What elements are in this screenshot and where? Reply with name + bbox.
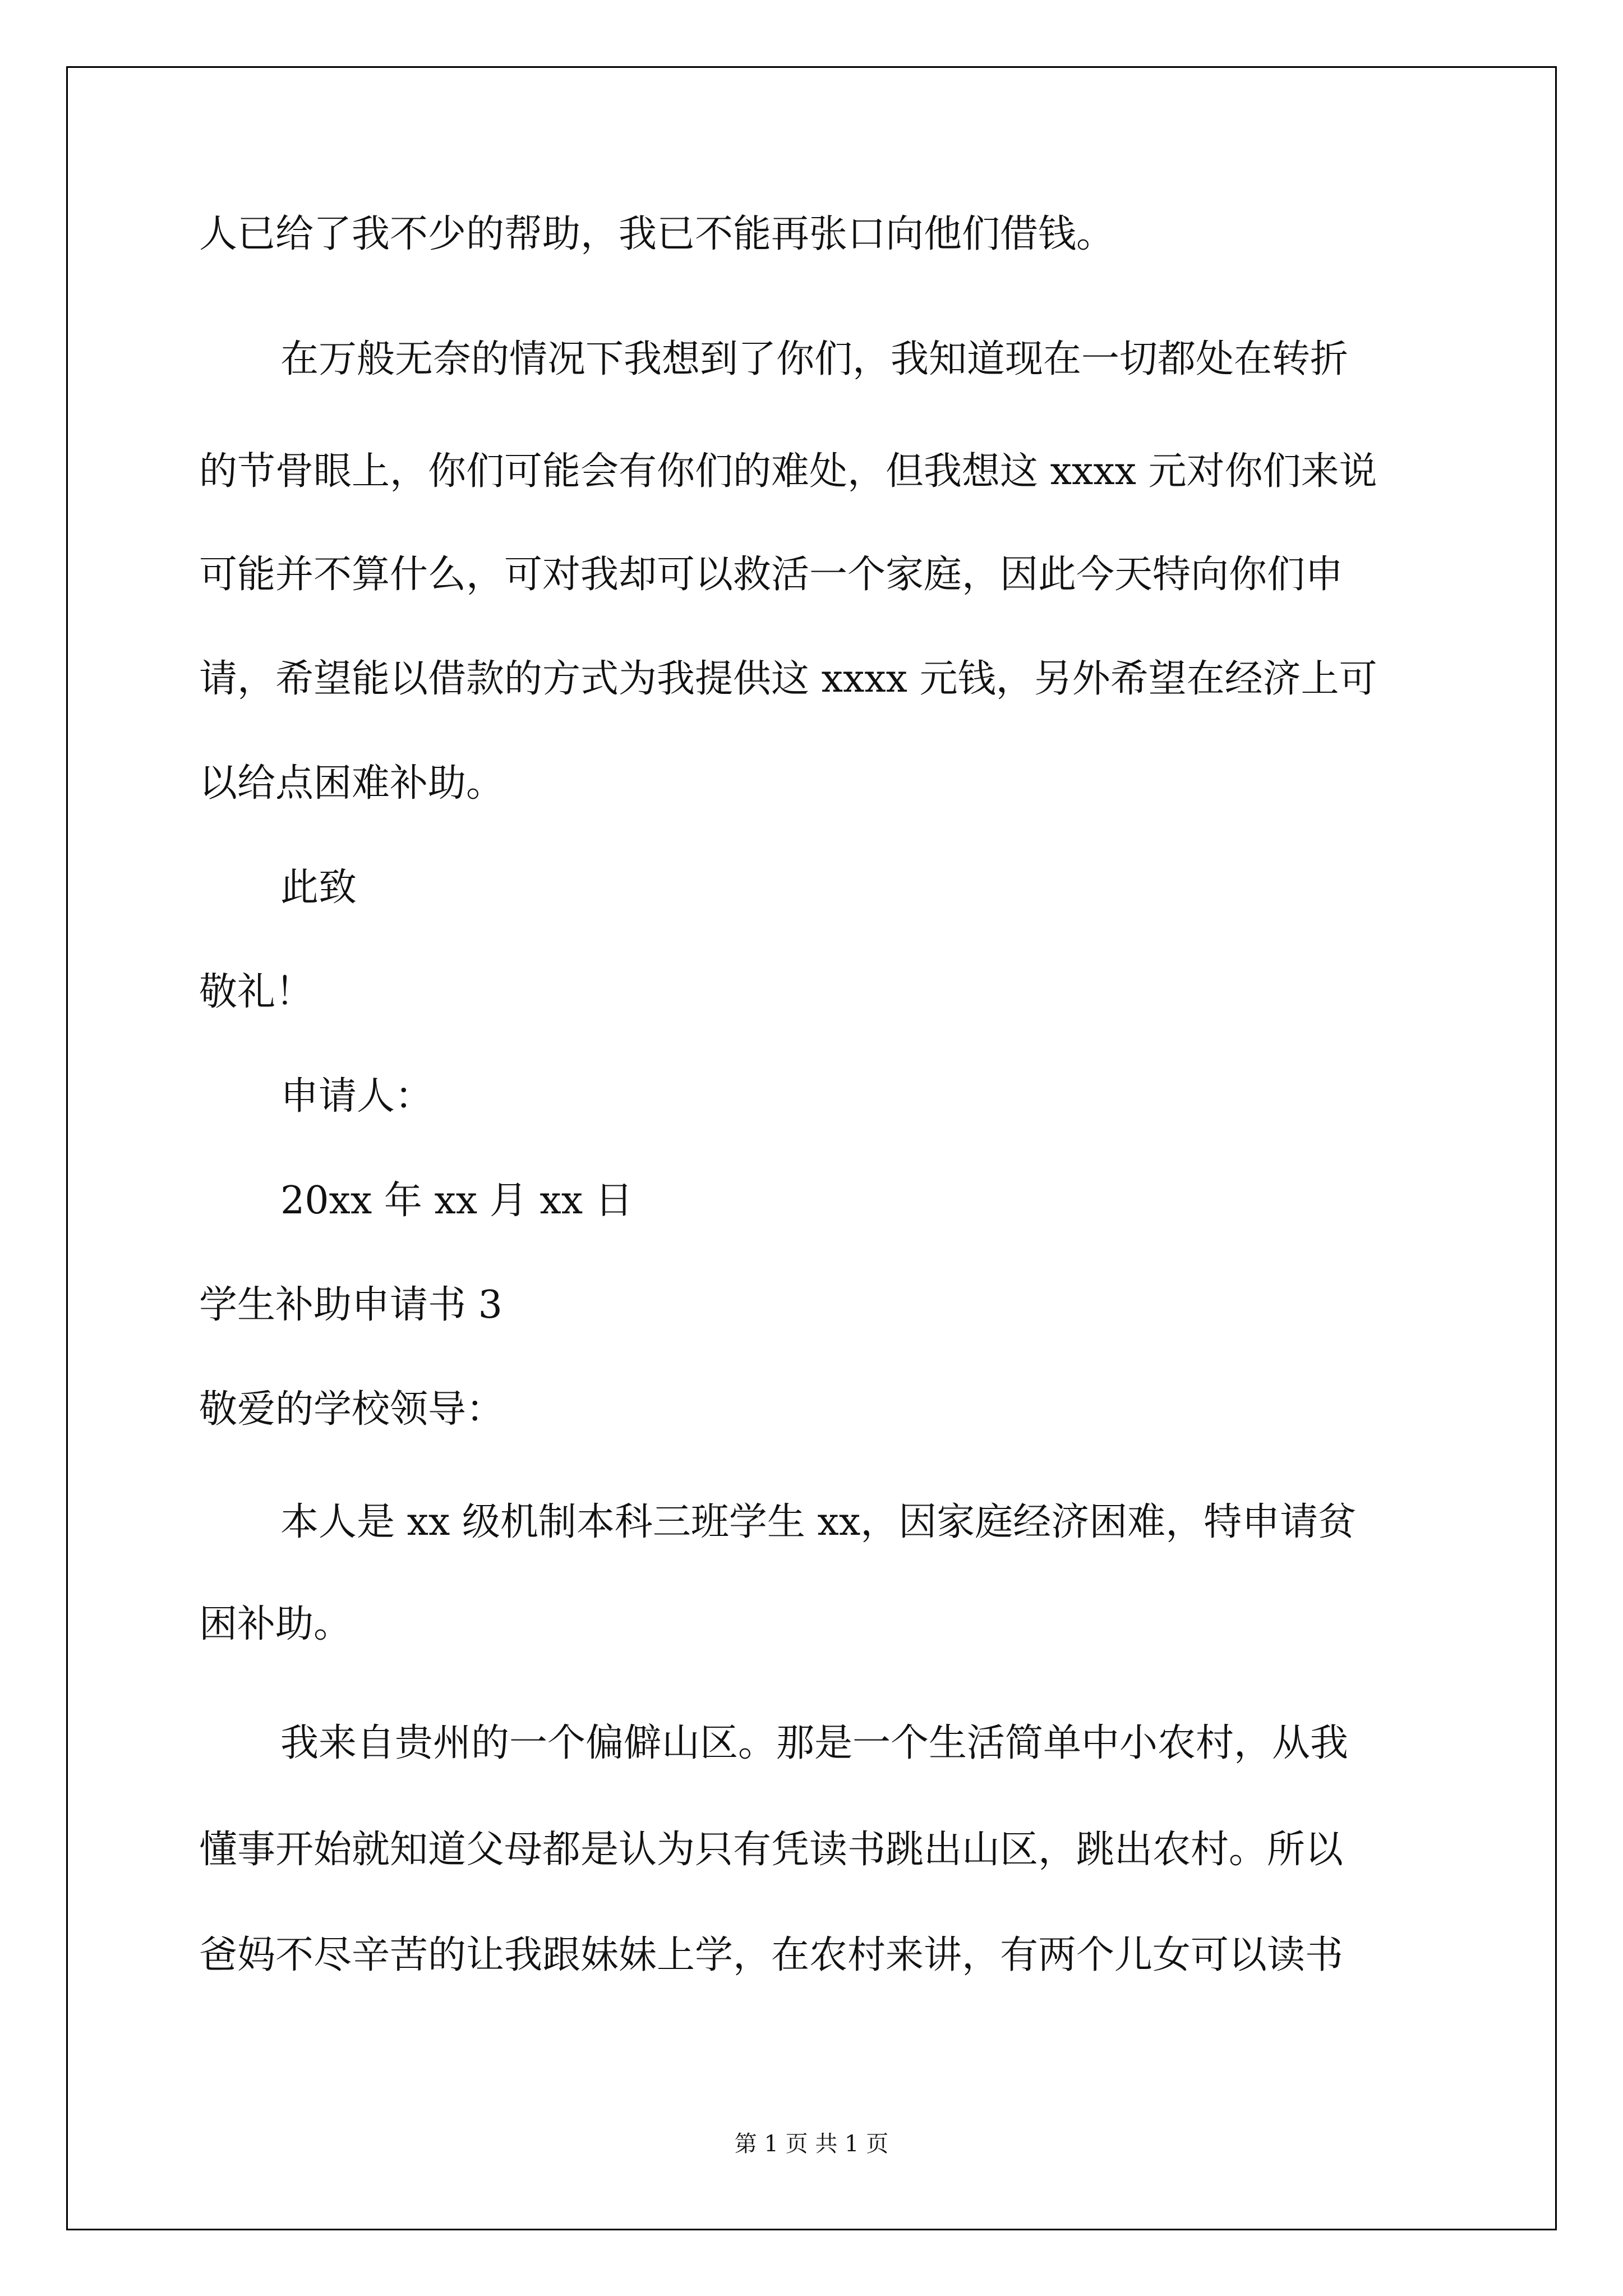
text-line: 的节骨眼上，你们可能会有你们的难处，但我想这 xxxx 元对你们来说	[199, 449, 1377, 494]
text-line: 敬爱的学校领导：	[199, 1387, 505, 1432]
text-line: 可能并不算什么，可对我却可以救活一个家庭，因此今天特向你们申	[199, 553, 1344, 597]
text-line: 懂事开始就知道父母都是认为只有凭读书跳出山区，跳出农村。所以	[199, 1828, 1344, 1872]
text-line: 请，希望能以借款的方式为我提供这 xxxx 元钱，另外希望在经济上可	[199, 657, 1377, 701]
text-line: 20xx 年 xx 月 xx 日	[280, 1179, 633, 1223]
text-line: 本人是 xx 级机制本科三班学生 xx，因家庭经济困难，特申请贫	[280, 1500, 1357, 1544]
text-line: 爸妈不尽辛苦的让我跟妹妹上学，在农村来讲，有两个儿女可以读书	[199, 1933, 1344, 1977]
text-line: 我来自贵州的一个偏僻山区。那是一个生活简单中小农村，从我	[280, 1721, 1349, 1765]
text-line: 此致	[280, 866, 357, 910]
text-line: 敬礼！	[199, 970, 314, 1014]
text-line: 以给点困难补助。	[199, 761, 505, 806]
text-line: 在万般无奈的情况下我想到了你们，我知道现在一切都处在转折	[280, 337, 1349, 381]
page-border	[66, 66, 1557, 2230]
text-line: 困补助。	[199, 1602, 352, 1646]
page-footer: 第 1 页 共 1 页	[734, 2131, 889, 2157]
text-line: 申请人：	[280, 1074, 434, 1119]
text-line: 学生补助申请书 3	[199, 1283, 502, 1327]
text-line: 人已给了我不少的帮助，我已不能再张口向他们借钱。	[199, 212, 1115, 256]
